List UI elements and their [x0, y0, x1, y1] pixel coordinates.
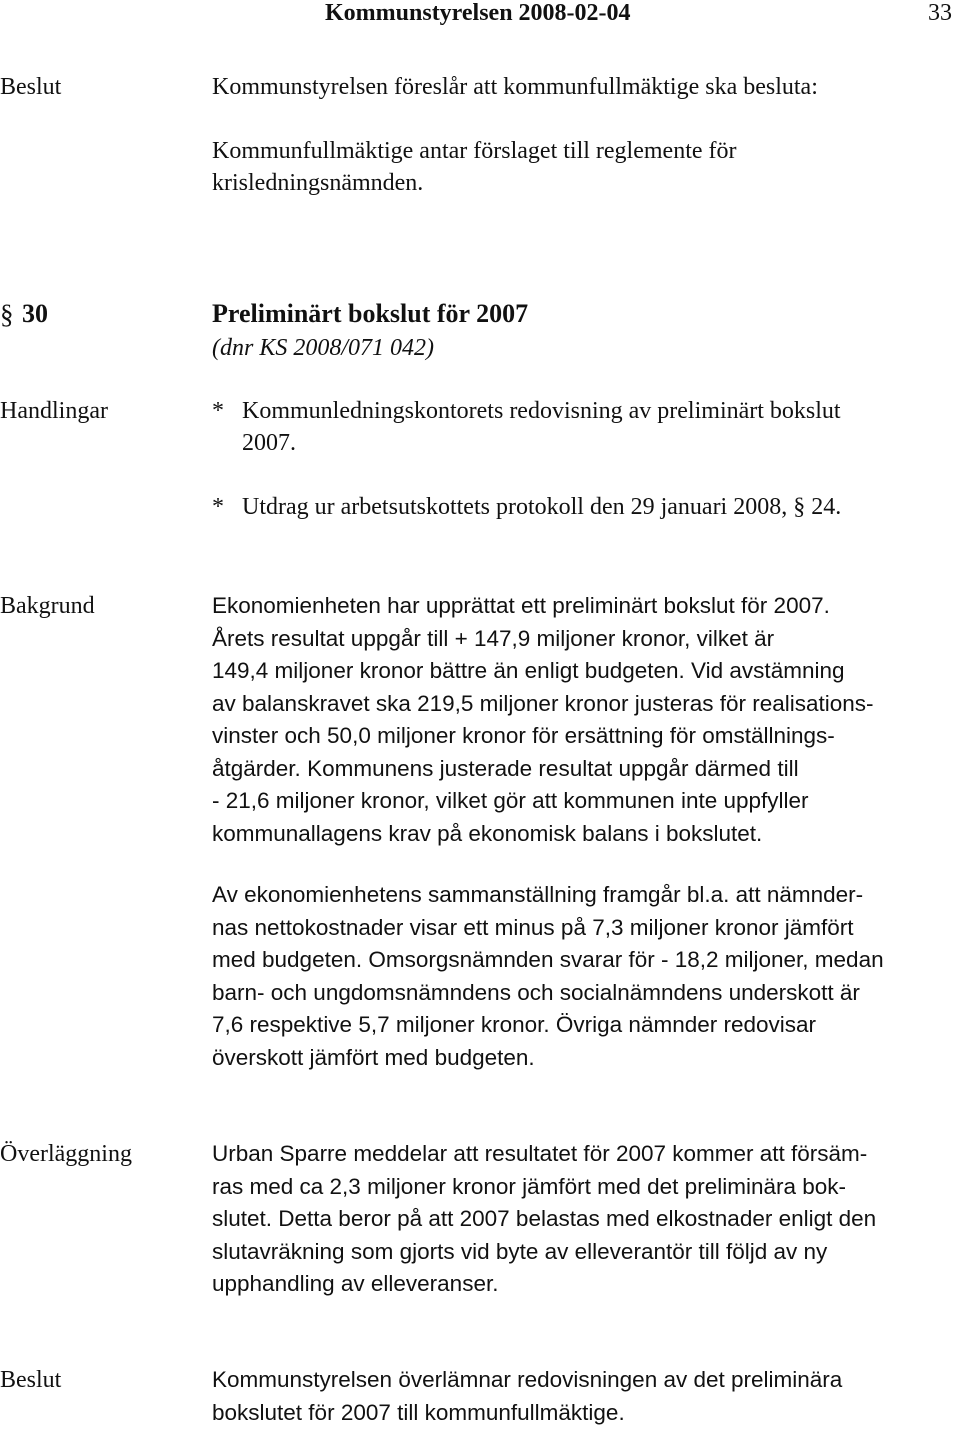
bakgrund-paragraph-1	[212, 590, 960, 850]
beslut-top-label: Beslut	[0, 74, 62, 100]
overlaggning-line: slutavräkning som gjorts vid byte av elleverantör till följd av ny	[212, 1238, 828, 1264]
bakgrund-p2-line: överskott jämfört med budgeten.	[212, 1044, 535, 1070]
bakgrund-p1-line: 149,4 miljoner kronor bättre än enligt budgeten. Vid avstämning	[212, 658, 845, 683]
handlingar-item-1-line2: 2007.	[242, 430, 296, 456]
handlingar-item-1-line1: Kommunledningskontorets redovisning av preliminärt bokslut	[242, 398, 841, 424]
bullet-marker: *	[212, 398, 224, 424]
header-title: Kommunstyrelsen 2008-02-04	[325, 0, 631, 26]
beslut-bottom-line2: bokslutet för 2007 till kommunfullmäktige.	[212, 1399, 625, 1425]
section-reference: (dnr KS 2008/071 042)	[212, 335, 434, 361]
bakgrund-p2-line: nas nettokostnader visar ett minus på 7,3 miljoner kronor jämfört	[212, 914, 854, 940]
beslut-top-text	[212, 71, 960, 103]
bakgrund-p1-line: av balanskravet ska 219,5 miljoner kronor justeras för realisations-	[212, 690, 874, 716]
bakgrund-p2-line: 7,6 respektive 5,7 miljoner kronor. Övriga nämnder redovisar	[212, 1012, 817, 1037]
section-title: Preliminärt bokslut för 2007	[212, 299, 529, 328]
bullet-marker: *	[212, 494, 224, 520]
bakgrund-p2-line: med budgeten. Omsorgsnämnden svarar för - 18,2 miljoner, medan	[212, 947, 884, 972]
handlingar-item-1	[212, 395, 960, 459]
overlaggning-line: slutet. Detta beror på att 2007 belastas med elkostnader enligt den	[212, 1206, 877, 1231]
handlingar-label: Handlingar	[0, 398, 108, 424]
overlaggning-label: Överläggning	[0, 1141, 132, 1167]
beslut-bottom-text	[212, 1364, 960, 1429]
beslut-top-line2: Kommunfullmäktige antar förslaget till reglemente för	[212, 138, 737, 164]
section-number: 30	[22, 299, 48, 328]
beslut-top-line1: Kommunstyrelsen föreslår att kommunfullmäktige ska besluta:	[212, 74, 818, 100]
bakgrund-paragraph-2	[212, 879, 960, 1074]
bakgrund-p1-line: Ekonomienheten har upprättat ett preliminärt bokslut för 2007.	[212, 593, 830, 618]
bakgrund-p1-line: - 21,6 miljoner kronor, vilket gör att kommunen inte uppfyller	[212, 788, 809, 813]
overlaggning-line: Urban Sparre meddelar att resultatet för 2007 kommer att försäm-	[212, 1141, 868, 1166]
handlingar-list	[212, 395, 960, 459]
beslut-bottom-line1: Kommunstyrelsen överlämnar redovisningen av det preliminära	[212, 1367, 843, 1392]
overlaggning-line: upphandling av elleveranser.	[212, 1271, 499, 1296]
beslut-top-line3: krisledningsnämnden.	[212, 170, 424, 196]
bakgrund-label: Bakgrund	[0, 593, 95, 619]
beslut-bottom-label: Beslut	[0, 1367, 62, 1393]
bakgrund-p2-line: Av ekonomienhetens sammanställning framgår bl.a. att nämnder-	[212, 882, 864, 907]
handlingar-item-2-text: Utdrag ur arbetsutskottets protokoll den 29 januari 2008, § 24.	[242, 494, 842, 520]
page-number: 33	[928, 0, 952, 26]
overlaggning-paragraph	[212, 1138, 960, 1301]
beslut-top-decision	[212, 135, 960, 199]
handlingar-list-2	[212, 491, 960, 523]
bakgrund-p1-line: åtgärder. Kommunens justerade resultat uppgår därmed till	[212, 755, 799, 781]
bakgrund-p1-line: kommunallagens krav på ekonomisk balans i bokslutet.	[212, 820, 763, 846]
section-mark: §	[0, 299, 14, 329]
overlaggning-line: ras med ca 2,3 miljoner kronor jämfört med det preliminära bok-	[212, 1173, 846, 1199]
bakgrund-p2-line: barn- och ungdomsnämndens och socialnämndens underskott är	[212, 979, 860, 1005]
bakgrund-p1-line: vinster och 50,0 miljoner kronor för ersättning för omställnings-	[212, 723, 835, 748]
handlingar-item-2	[212, 491, 960, 523]
bakgrund-p1-line: Årets resultat uppgår till + 147,9 miljoner kronor, vilket är	[212, 625, 775, 651]
